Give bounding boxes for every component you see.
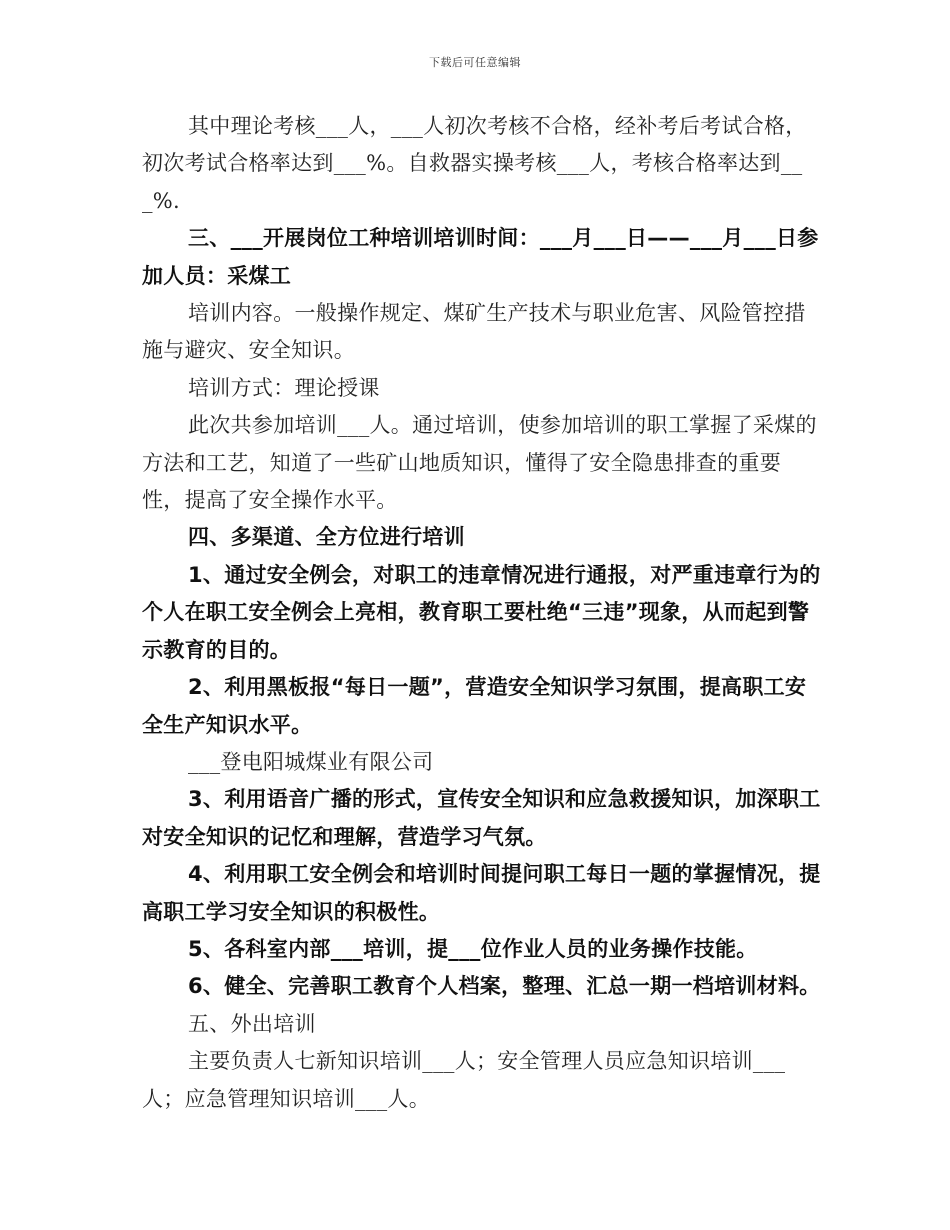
document-body — [142, 108, 822, 1118]
paragraph-exam-results: 其中理论考核___人，___人初次考核不合格，经补考后考试合格，初次考试合格率达到___%。自救器实操考核___人，考核合格率达到___%. — [142, 114, 807, 213]
section-heading-3-post-training: 三、___开展岗位工种培训培训时间：___月___日——___月___日参加人员：采煤工 — [142, 226, 819, 288]
paragraph-training-content: 培训内容。一般操作规定、煤矿生产技术与职业危害、风险管控措施与避灾、安全知识。 — [142, 301, 806, 363]
list-item-6-archives: 6、健全、完善职工教育个人档案，整理、汇总一期一档培训材料。 — [188, 974, 821, 999]
list-item-2-blackboard: 2、利用黑板报“每日一题”，营造安全知识学习氛围，提高职工安全生产知识水平。 — [142, 675, 807, 737]
list-item-3-broadcast: 3、利用语音广播的形式，宣传安全知识和应急救援知识，加深职工对安全知识的记忆和理解，营造学习气氛。 — [142, 787, 821, 849]
paragraph-training-method: 培训方式：理论授课 — [188, 375, 380, 400]
section-heading-4-multichannel: 四、多渠道、全方位进行培训 — [188, 525, 465, 550]
page-header-note: 下载后可任意编辑 — [429, 56, 521, 69]
list-item-5-department-training: 5、各科室内部___培训，提___位作业人员的业务操作技能。 — [188, 936, 758, 961]
list-item-4-quiz: 4、利用职工安全例会和培训时间提问职工每日一题的掌握情况，提高职工学习安全知识的积极性。 — [142, 862, 821, 924]
paragraph-training-summary: 此次共参加培训___人。通过培训，使参加培训的职工掌握了采煤的方法和工艺，知道了一些矿山地质知识，懂得了安全隐患排查的重要性，提高了安全操作水平。 — [142, 413, 817, 513]
company-name-line: ___登电阳城煤业有限公司 — [188, 749, 434, 774]
section-heading-5-external-training: 五、外出培训 — [188, 1011, 316, 1036]
list-item-1-safety-meeting: 1、通过安全例会，对职工的违章情况进行通报，对严重违章行为的个人在职工安全例会上亮相，教育职工要杜绝“三违”现象，从而起到警示教育的目的。 — [142, 562, 821, 662]
paragraph-external-training: 主要负责人七新知识培训___人；安全管理人员应急知识培训___人；应急管理知识培训___人。 — [142, 1049, 786, 1111]
